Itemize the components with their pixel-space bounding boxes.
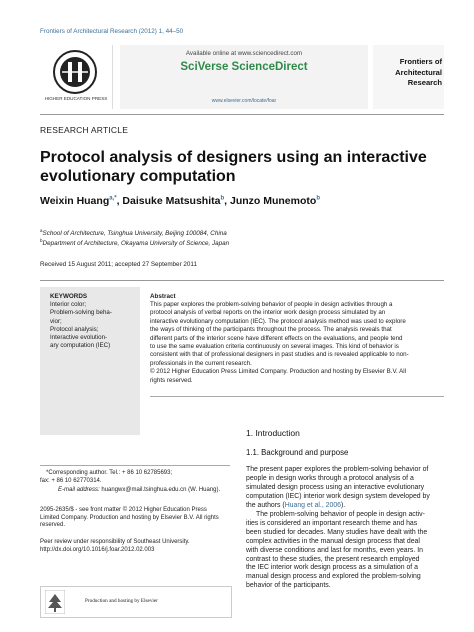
journal-reference[interactable]: Frontiers of Architectural Research (2012) 1, 44–50 — [40, 28, 184, 35]
keyword-item: ary computation (IEC) — [50, 342, 111, 350]
journal-title-box — [373, 45, 444, 109]
issn-note — [40, 507, 219, 530]
publisher-logo-caption: HIGHER EDUCATION PRESS — [44, 96, 108, 101]
author-name: Daisuke Matsushita — [122, 195, 221, 207]
affiliation — [40, 238, 229, 247]
abstract-top-rule — [40, 280, 444, 281]
paragraph-line: The present paper explores the problem-solving behavior of — [246, 466, 429, 473]
doi-link[interactable]: http://dx.doi.org/10.1016/j.foar.2012.02.003 — [40, 546, 155, 553]
elsevier-tree-icon — [45, 590, 65, 614]
publisher-emblem-icon — [52, 49, 98, 95]
author-affil-mark[interactable]: b — [316, 195, 320, 202]
elsevier-hosting-box — [40, 586, 232, 618]
paragraph-text: ). — [341, 501, 346, 509]
email-label: E-mail address: — [58, 487, 100, 493]
email-note — [58, 487, 220, 495]
abstract-label: Abstract — [150, 293, 176, 300]
elsevier-hosting-text: Production and hosting by Elsevier — [85, 598, 158, 604]
affiliation — [40, 228, 227, 237]
section-heading-introduction: 1. Introduction — [246, 428, 300, 438]
title-line: Protocol analysis of designers using an interactive — [40, 149, 427, 166]
affiliation-text: School of Architecture, Tsinghua University, Beijing 100084, China — [42, 230, 227, 238]
abstract-line: This paper explores the problem-solving behavior of people in design activities through a — [150, 301, 393, 308]
keywords-label: KEYWORDS — [50, 293, 88, 300]
keywords-list — [50, 301, 136, 351]
abstract-line: different parts of the interior scene have different effects on the evaluations, and people tend — [150, 334, 403, 342]
email-link[interactable]: huangwx@mail.tsinghua.edu.cn (W. Huang). — [101, 487, 221, 493]
corresponding-author-note: *Corresponding author. Tel.: + 86 10 62785693; — [46, 470, 173, 476]
sciverse-logo-text: SciVerse ScienceDirect — [180, 61, 308, 73]
available-online-text[interactable]: Available online at www.sciencedirect.com — [185, 50, 303, 57]
abstract-line: protocol analysis of verbal reports on the interior work design process simulated by an — [150, 309, 386, 317]
journal-homepage-link[interactable]: www.elsevier.com/locate/foar — [211, 98, 277, 104]
masthead-rule — [40, 114, 444, 115]
keyword-item: Protocol analysis; — [50, 325, 99, 333]
journal-title — [372, 57, 442, 89]
abstract-line: rights reserved. — [150, 376, 193, 384]
article-title — [40, 148, 444, 186]
keyword-item: Interactive evolution- — [50, 334, 108, 342]
issn-line: Limited Company. Production and hosting by Elsevier B.V. All rights — [40, 514, 219, 521]
affiliation-mark: a — [40, 228, 43, 233]
article-type: RESEARCH ARTICLE — [40, 125, 129, 135]
paragraph-line: people in design works through a protocol analysis of a — [246, 474, 414, 482]
affiliation-text: Department of Architecture, Okayama University of Science, Japan — [42, 240, 230, 248]
abstract-line: consistent with that of professional designers in past studies and is revealed applicable to non- — [150, 351, 409, 359]
paragraph-line: ities is considered an important research theme and has — [246, 519, 418, 527]
paragraph-line: computation (IEC) interior work design system developed by — [246, 492, 430, 500]
subsection-heading-background: 1.1. Background and purpose — [246, 448, 349, 457]
peer-review-line: Peer review under responsibility of Southeast University. — [40, 539, 190, 545]
author-list: Weixin Huang$^{a,*}$, Daisuke Matsushita$^b$, Junzo Munemoto$^b$ — [40, 195, 320, 207]
abstract-line: © 2012 Higher Education Press Limited Company. Production and hosting by Elsevier B.V. All — [150, 368, 406, 376]
publisher-logo — [40, 45, 113, 109]
abstract-line: interactive evolutionary computation (IEC). The protocol analysis method was used to explore — [150, 317, 406, 325]
issn-line: reserved. — [40, 522, 66, 529]
paragraph-line: simulated design process using an interactive evolutionary — [246, 483, 425, 491]
paragraph-text: the authors ( — [246, 501, 285, 509]
intro-paragraph-2 — [246, 511, 444, 591]
abstract-line: the ways of thinking of the participants throughout the process. The analysis reveals that — [150, 326, 392, 334]
footnote-rule — [40, 465, 230, 466]
keywords-box — [40, 287, 140, 435]
abstract-body — [150, 301, 444, 385]
keyword-item: vior; — [50, 317, 62, 325]
title-line: evolutionary computation — [40, 168, 236, 185]
peer-review-note — [40, 539, 190, 554]
paragraph-line: been studied for decades. Many studies have dealt with the — [246, 528, 428, 536]
keyword-item: Problem-solving beha- — [50, 309, 112, 317]
paragraph-line: behavior of the participants. — [246, 582, 331, 590]
abstract-line: to use the same evaluation criteria continuously on several images. This kind of behavior is — [150, 343, 399, 351]
journal-title-line: Frontiers of — [399, 57, 442, 66]
author-name: Weixin Huang — [40, 195, 110, 207]
paragraph-line — [246, 502, 444, 511]
author-affil-mark[interactable]: b — [220, 195, 225, 202]
abstract-bottom-rule — [150, 396, 444, 397]
paragraph-line: the IEC interior work design process as a simulation of a — [246, 564, 418, 572]
journal-title-line: Research — [407, 78, 442, 87]
author-name: Junzo Munemoto — [229, 195, 317, 207]
journal-masthead — [40, 45, 444, 110]
journal-title-line: Architectural — [395, 67, 442, 77]
intro-paragraph-1 — [246, 466, 444, 511]
paragraph-line: The problem-solving behavior of people in design activ- — [256, 511, 425, 518]
affiliation-mark: b — [40, 238, 43, 243]
sciencedirect-banner — [120, 45, 368, 109]
author-affil-mark[interactable]: a,* — [109, 195, 117, 202]
citation-link[interactable]: Huang et al., 2006 — [284, 501, 342, 509]
paragraph-line: complex activities in the manual design process that deal — [246, 537, 420, 545]
paragraph-line: manual design process and explored the problem-solving — [246, 573, 421, 581]
issn-line: 2095-2635/$ - see front matter © 2012 Higher Education Press — [40, 507, 207, 513]
abstract-line: professionals in the current research. — [150, 359, 252, 367]
paragraph-line: contrast to these studies, the present research employed — [246, 555, 420, 563]
paragraph-line: with diverse conditions and last for months, even years. In — [246, 546, 423, 554]
received-dates: Received 15 August 2011; accepted 27 September 2011 — [40, 261, 197, 268]
fax-note: fax: + 86 10 62770314. — [40, 478, 102, 484]
keyword-item: Interior color; — [50, 301, 87, 308]
